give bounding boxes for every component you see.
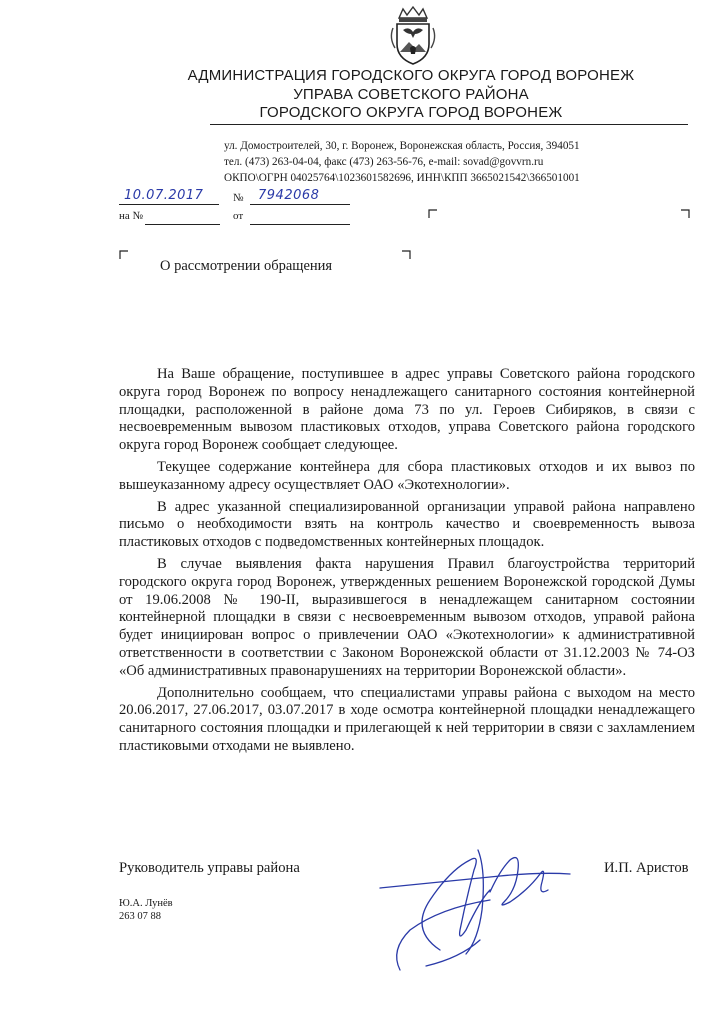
- handwritten-signature: [370, 830, 585, 980]
- addressee-corner-left: [428, 209, 437, 218]
- org-name-line-2: УПРАВА СОВЕТСКОГО РАЙОНА: [293, 86, 529, 103]
- org-contacts: [224, 156, 694, 168]
- registration-date: 10.07.2017: [124, 188, 204, 203]
- addressee-corner-right: [681, 209, 690, 218]
- letter-body: [119, 366, 695, 756]
- executor-phone: 263 07 88: [119, 911, 161, 922]
- subject-corner-right: [402, 250, 411, 259]
- body-paragraph-2: Текущее содержание контейнера для сбора пластиковых отходов и их вывоз по вышеуказанному адресу осуществляет ОАО «Экотехнологии».: [119, 458, 695, 493]
- org-email-link[interactable]: sovad@govvrn.ru: [463, 156, 544, 168]
- body-paragraph-1: На Ваше обращение, поступившее в адрес управы Советского района городского округа город Воронеж по вопросу ненадлежащего санитарного состояния контейнерной площадки, расположенной в районе дома 73 по ул. Героев Сибиряков, в связи с несвоевременным вывозом пластиковых отходов, управа Советского района городского округа город Воронеж сообщает следующее.: [119, 366, 695, 454]
- reply-number-underline: [145, 224, 220, 225]
- body-paragraph-5: Дополнительно сообщаем, что специалистами управы района с выходом на место 20.06.2017, 27.06.2017, 03.07.2017 в ходе осмотра контейнерной площадки ненадлежащего санитарного состояния площадки и прилегающей к ней территории в связи с захламлением пластиковыми отходами не выявлено.: [119, 684, 695, 754]
- executor-name: Ю.А. Лунёв: [119, 898, 173, 909]
- number-underline: [250, 204, 350, 205]
- org-name-line-1: АДМИНИСТРАЦИЯ ГОРОДСКОГО ОКРУГА ГОРОД ВОРОНЕЖ: [187, 67, 635, 84]
- registration-number-label: №: [233, 192, 244, 204]
- coat-of-arms-icon: [385, 4, 441, 66]
- date-underline: [119, 204, 219, 205]
- registration-number: 7942068: [258, 188, 320, 203]
- body-paragraph-3: В адрес указанной специализированной организации управой района направлено письмо о необходимости взять на контроль качество и своевременность вывоза пластиковых отходов с подведомственных контейнерных площадок.: [119, 498, 695, 551]
- reply-from-label: от: [233, 210, 244, 222]
- org-name-line-3: ГОРОДСКОГО ОКРУГА ГОРОД ВОРОНЕЖ: [259, 104, 563, 121]
- org-codes: ОКПО\ОГРН 04025764\1023601582696, ИНН\КПП 3665021542\366501001: [224, 172, 580, 184]
- org-address: ул. Домостроителей, 30, г. Воронеж, Воронежская область, Россия, 394051: [224, 140, 580, 152]
- org-phone-fax: тел. (473) 263-04-04, факс (473) 263-56-76, e-mail:: [224, 156, 464, 168]
- signatory-title: Руководитель управы района: [119, 860, 300, 876]
- body-paragraph-4: В случае выявления факта нарушения Правил благоустройства территорий городского округа город Воронеж, утвержденных решением Воронежской городской Думы от 19.06.2008 № 190-II, выразившегося в ненадлежащем санитарном состоянии контейнерной площадки в связи с несвоевременным вывозом отходов, управой района будет инициирован вопрос о привлечении ОАО «Экотехнологии» к административной ответственности в соответствии с Законом Воронежской области от 31.12.2003 № 74-ОЗ «Об административных правонарушениях на территории Воронежской области».: [119, 555, 695, 679]
- reply-from-underline: [250, 224, 350, 225]
- executor-block: [119, 897, 173, 923]
- subject-corner-left: [119, 250, 128, 259]
- letter-subject: О рассмотрении обращения: [160, 258, 333, 274]
- reply-to-number-label: на №: [119, 210, 144, 222]
- signatory-name: И.П. Аристов: [604, 860, 689, 876]
- header-divider: [210, 124, 688, 125]
